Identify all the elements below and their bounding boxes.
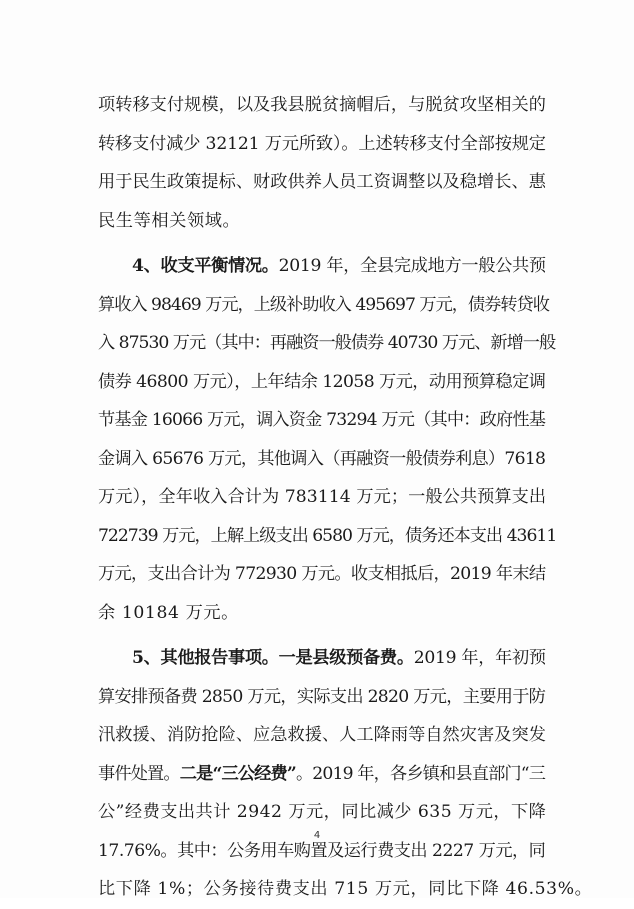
text-line bbox=[98, 163, 546, 202]
line-text: 民生等相关领域。 bbox=[98, 210, 241, 231]
text-line bbox=[98, 202, 546, 241]
line-text: 债券 46800 万元），上年结余 12058 万元，动用预算稳定调 bbox=[98, 371, 546, 392]
line-text: 算安排预备费 2850 万元，实际支出 2820 万元，主要用于防 bbox=[98, 686, 546, 707]
text-line bbox=[98, 517, 557, 556]
text-line bbox=[98, 401, 546, 440]
text-line bbox=[98, 793, 546, 832]
text-line bbox=[98, 363, 546, 402]
line-text: 算收入 98469 万元，上级补助收入 495697 万元，债券转贷收 bbox=[98, 294, 549, 315]
text-line bbox=[98, 286, 549, 325]
line-text: 汛救援、消防抢险、应急救援、人工降雨等自然灾害及突发 bbox=[98, 725, 546, 745]
text-line bbox=[98, 870, 593, 909]
line-text: 2019 年，年初预 bbox=[413, 648, 546, 668]
line-text: 万元，支出合计为 772930 万元。收支相抵后，2019 年末结 bbox=[98, 564, 546, 584]
text-line bbox=[98, 247, 546, 286]
text-line bbox=[98, 555, 546, 594]
text-line bbox=[98, 716, 546, 755]
text-line bbox=[98, 755, 546, 794]
subsection-heading: 二是“三公经费” bbox=[179, 763, 296, 784]
line-text: 公”经费支出共计 2942 万元，同比减少 635 万元，下降 bbox=[98, 802, 547, 822]
line-text: 比下降 1%；公务接待费支出 715 万元，同比下降 46.53%。 bbox=[98, 879, 593, 899]
text-line bbox=[98, 639, 546, 678]
paragraph-other-matters bbox=[98, 639, 593, 909]
line-text: 17.76%。其中：公务用车购置及运行费支出 2227 万元，同 bbox=[98, 840, 546, 861]
line-text: 转移支付减少 32121 万元所致）。上述转移支付全部按规定 bbox=[98, 133, 546, 154]
section-heading: 5、其他报告事项。一是县级预备费。 bbox=[132, 648, 414, 668]
paragraph-transfer-payments bbox=[98, 86, 546, 240]
line-text: 用于民生政策提标、财政供养人员工资调整以及稳增长、惠 bbox=[98, 172, 546, 192]
line-text: 事件处置。 bbox=[98, 763, 180, 784]
line-text: 余 10184 万元。 bbox=[98, 602, 239, 623]
text-line bbox=[98, 324, 556, 363]
section-heading: 4、收支平衡情况。 bbox=[132, 256, 279, 276]
text-line bbox=[98, 86, 546, 125]
line-text: 金调入 65676 万元，其他调入（再融资一般债券利息）7618 bbox=[98, 448, 546, 469]
line-text: 2019 年，全县完成地方一般公共预 bbox=[278, 256, 546, 276]
line-text: 。2019 年，各乡镇和县直部门“三 bbox=[295, 763, 546, 784]
document-body bbox=[98, 86, 593, 909]
paragraph-revenue-balance bbox=[98, 247, 557, 632]
text-line bbox=[98, 478, 546, 517]
line-text: 万元），全年收入合计为 783114 万元；一般公共预算支出 bbox=[98, 487, 547, 507]
text-line bbox=[98, 125, 546, 164]
text-line bbox=[98, 440, 546, 479]
page-number: 4 bbox=[313, 830, 321, 841]
text-line bbox=[98, 594, 546, 633]
line-text: 节基金 16066 万元，调入资金 73294 万元（其中：政府性基 bbox=[98, 410, 546, 430]
line-text: 722739 万元，上解上级支出 6580 万元，债务还本支出 43611 bbox=[98, 525, 557, 546]
text-line bbox=[98, 678, 546, 717]
line-text: 入 87530 万元（其中：再融资一般债券 40730 万元、新增一般 bbox=[98, 333, 556, 353]
line-text: 项转移支付规模，以及我县脱贫摘帽后，与脱贫攻坚相关的 bbox=[98, 95, 546, 115]
